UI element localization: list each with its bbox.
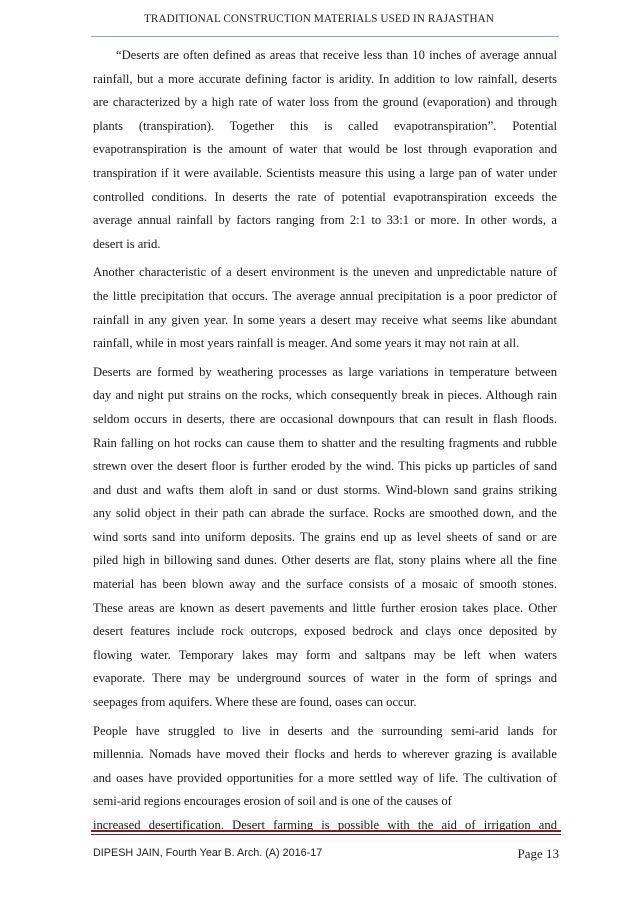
text-line: plants (transpiration). Together this is called evapotranspiration”. Potential [93,118,557,133]
text-line: seldom occurs in deserts, there are occasional downpours that can result in flash floods. [93,411,557,426]
text-line: rainfall, but a more accurate defining factor is aridity. In addition to low rainfall, deserts [93,71,557,86]
text-line: material has been blown away and the surface consists of a mosaic of smooth stones. [93,577,557,592]
text-line: are characterized by a high rate of water loss from the ground (evaporation) and through [93,95,557,110]
footer-divider-thin [91,834,561,835]
text-line: rainfall in any given year. In some years a desert may receive what seems like abundant [93,312,557,327]
text-line: These areas are known as desert pavements and little further erosion takes place. Other [93,600,557,615]
paragraph-1 [93,44,557,256]
text-line: increased desertification. Desert farming is possible with the aid of irrigation and [93,818,557,832]
text-line: Another characteristic of a desert environment is the uneven and unpredictable nature of [93,265,557,280]
text-line: controlled conditions. In deserts the rate of potential evapotranspiration exceeds the [93,189,557,204]
header-divider [91,36,559,37]
paragraph-4 [93,720,557,838]
text-line: flowing water. Temporary lakes may form and saltpans may be left when waters [93,647,557,662]
text-line: desert features include rock outcrops, exposed bedrock and clays once deposited by [93,624,557,639]
text-line: semi-arid regions encourages erosion of soil and is one of the causes of [93,794,452,809]
body-text [93,44,557,843]
text-line: strewn over the desert floor is further eroded by the wind. This picks up particles of sand [93,459,557,474]
text-line: evaporate. There may be underground sources of water in the form of springs and [93,671,557,686]
text-line: day and night put strains on the rocks, which consequently break in pieces. Although rain [93,388,557,403]
text-line: piled high in billowing sand dunes. Other deserts are flat, stony plains where all the fine [93,553,557,568]
text-line: and dust and wafts them aloft in sand or dust storms. Wind-blown sand grains striking [93,482,557,497]
paragraph-2 [93,261,557,355]
text-line: average annual rainfall by factors ranging from 2:1 to 33:1 or more. In other words, a [93,213,557,228]
text-line: and oases have provided opportunities for a more settled way of life. The cultivation of [93,770,557,785]
text-line: People have struggled to live in deserts and the surrounding semi-arid lands for [93,723,557,738]
page-header: TRADITIONAL CONSTRUCTION MATERIALS USED IN RAJASTHAN [143,13,495,25]
text-line: Rain falling on hot rocks can cause them to shatter and the resulting fragments and rubble [93,435,557,450]
text-line: any solid object in their path can abrade the surface. Rocks are smoothed down, and the [93,506,557,521]
text-line: desert is arid. [93,236,161,251]
footer-divider [91,830,561,832]
paragraph-3 [93,361,557,715]
text-line: seepages from aquifers. Where these are found, oases can occur. [93,695,417,710]
text-line: evapotranspiration is the amount of water that would be lost through evaporation and [93,142,557,157]
text-line: rainfall, while in most years rainfall is meager. And some years it may not rain at all. [93,336,520,351]
text-line: wind sorts sand into uniform deposits. The grains end up as level sheets of sand or are [93,529,557,544]
text-line: the little precipitation that occurs. The average annual precipitation is a poor predictor of [93,288,557,303]
text-line: millennia. Nomads have moved their flocks and herds to wherever grazing is available [93,747,557,762]
footer-author: DIPESH JAIN, Fourth Year B. Arch. (A) 2016-17 [93,847,323,859]
text-line: Deserts are formed by weathering processes as large variations in temperature between [93,364,557,379]
text-line: transpiration if it were available. Scientists measure this using a large pan of water under [93,165,557,180]
page-number: Page 13 [517,846,559,861]
text-line: “Deserts are often defined as areas that receive less than 10 inches of average annual [116,48,557,62]
